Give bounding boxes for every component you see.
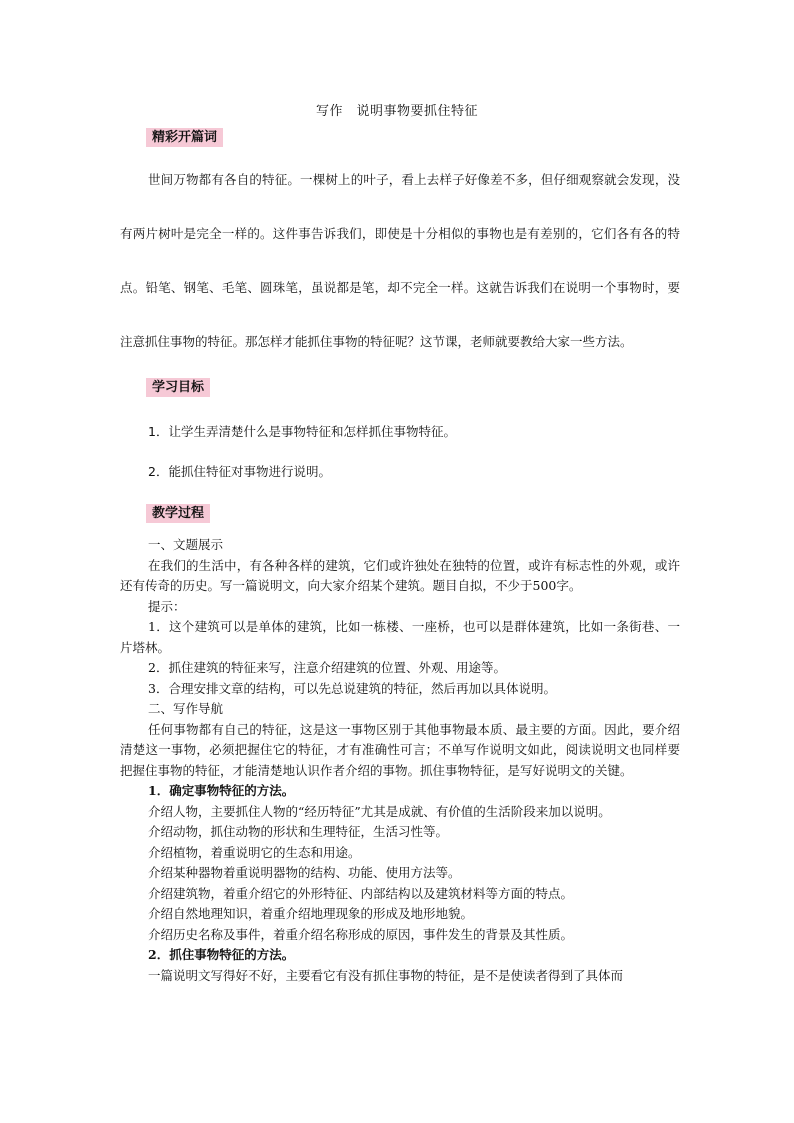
process-paragraph: 1．这个建筑可以是单体的建筑，比如一栋楼、一座桥，也可以是群体建筑，比如一条街巷、一片塔林。 bbox=[120, 619, 680, 655]
teaching-process-body bbox=[120, 535, 680, 986]
process-paragraph: 介绍动物，抓住动物的形状和生理特征，生活习性等。 bbox=[148, 824, 449, 839]
process-paragraph: 在我们的生活中，有各种各样的建筑，它们或许独处在独特的位置，或许有标志性的外观，或许还有传奇的历史。写一篇说明文，向大家介绍某个建筑。题目自拟，不少于500字。 bbox=[120, 557, 680, 593]
process-paragraph: 介绍人物，主要抓住人物的“经历特征”尤其是成就、有价值的生活阶段来加以说明。 bbox=[148, 803, 611, 819]
process-paragraph: 介绍植物，着重说明它的生态和用途。 bbox=[148, 844, 361, 860]
goal-item-1: 1．让学生弄清楚什么是事物特征和怎样抓住事物特征。 bbox=[148, 424, 456, 439]
process-paragraph: 介绍建筑物，着重介绍它的外形特征、内部结构以及建筑材料等方面的特点。 bbox=[148, 885, 574, 901]
process-paragraph: 介绍历史名称及事件，着重介绍名称形成的原因，事件发生的背景及其性质。 bbox=[148, 926, 574, 942]
section-label-goals: 学习目标 bbox=[146, 378, 210, 397]
process-paragraph: 任何事物都有自己的特征，这是这一事物区别于其他事物最本质、最主要的方面。因此，要介绍清楚这一事物，必须把握住它的特征，才有准确性可言；不单写作说明文如此，阅读说明文也同样要把握住事物的特征，才能清楚地认识作者介绍的事物。抓住事物特征，是写好说明文的关键。 bbox=[120, 721, 680, 778]
process-paragraph: 一、文题展示 bbox=[148, 537, 224, 552]
process-paragraph: 2．抓住事物特征的方法。 bbox=[148, 947, 295, 962]
process-paragraph: 提示： bbox=[148, 598, 186, 614]
opening-paragraph: 世间万物都有各自的特征。一棵树上的叶子，看上去样子好像差不多，但仔细观察就会发现，没有两片树叶是完全一样的。这件事告诉我们，即使是十分相似的事物也是有差别的，它们各有各的特点。铅笔、钢笔、毛笔、圆珠笔，虽说都是笔，却不完全一样。这就告诉我们在说明一个事物时，要注意抓住事物的特征。那怎样才能抓住事物的特征呢？这节课，老师就要教给大家一些方法。 bbox=[120, 172, 680, 349]
document-title: 写作 说明事物要抓住特征 bbox=[315, 104, 478, 119]
process-paragraph: 3．合理安排文章的结构，可以先总说建筑的特征，然后再加以具体说明。 bbox=[148, 680, 556, 696]
goal-item-2: 2．能抓住特征对事物进行说明。 bbox=[148, 464, 331, 479]
process-paragraph: 介绍某种器物着重说明器物的结构、功能、使用方法等。 bbox=[148, 865, 461, 880]
process-paragraph: 2．抓住建筑的特征来写，注意介绍建筑的位置、外观、用途等。 bbox=[148, 660, 506, 675]
section-label-opening: 精彩开篇词 bbox=[146, 128, 223, 147]
process-paragraph: 1．确定事物特征的方法。 bbox=[148, 783, 295, 798]
process-paragraph: 一篇说明文写得好不好，主要看它有没有抓住事物的特征，是不是使读者得到了具体而 bbox=[148, 967, 624, 983]
process-paragraph: 二、写作导航 bbox=[148, 701, 224, 716]
process-paragraph: 介绍自然地理知识，着重介绍地理现象的形成及地形地貌。 bbox=[148, 906, 474, 921]
section-label-process: 教学过程 bbox=[146, 504, 210, 523]
